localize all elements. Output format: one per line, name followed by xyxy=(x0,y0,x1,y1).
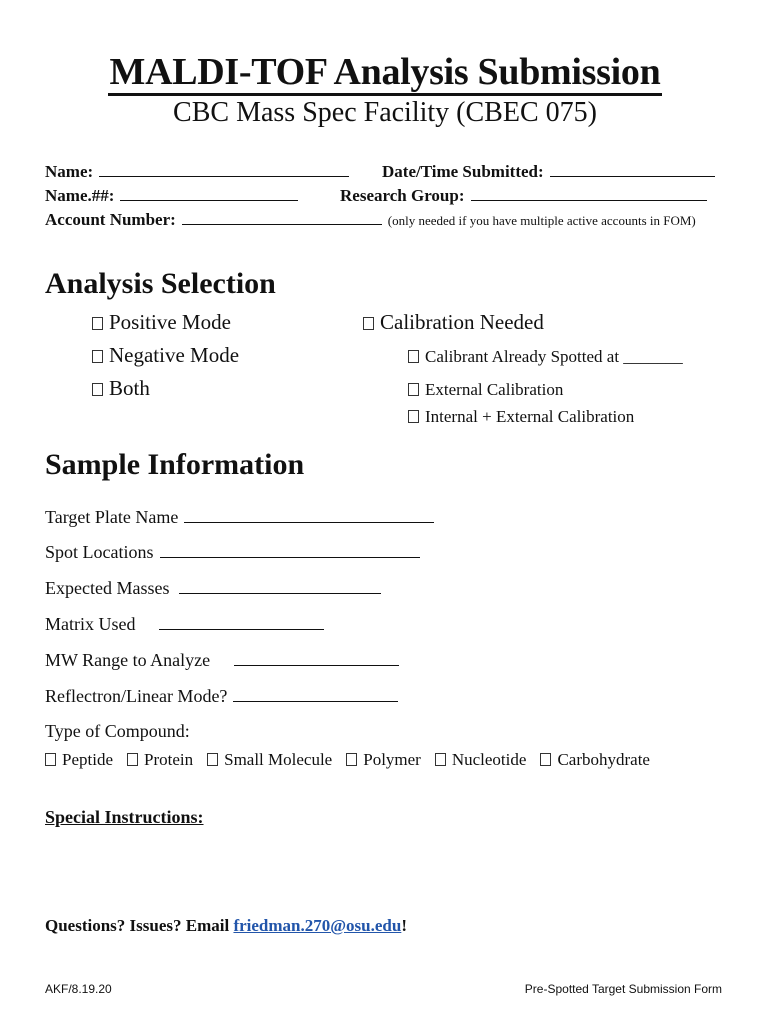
checkbox-icon[interactable] xyxy=(408,350,419,363)
checkbox-icon[interactable] xyxy=(45,753,56,766)
datetime-blank[interactable] xyxy=(550,162,715,177)
spot-locations-field[interactable]: Spot Locations xyxy=(45,542,420,563)
compound-type-label: Type of Compound: xyxy=(45,721,190,741)
checkbox-icon[interactable] xyxy=(207,753,218,766)
special-instructions-label: Special Instructions: xyxy=(45,807,204,827)
positive-mode-option[interactable]: Positive Mode xyxy=(92,310,231,335)
expected-masses-blank[interactable] xyxy=(179,579,381,594)
calibration-needed-option[interactable]: Calibration Needed xyxy=(363,310,544,335)
checkbox-icon[interactable] xyxy=(363,317,374,330)
mw-range-field[interactable]: MW Range to Analyze xyxy=(45,650,399,671)
expected-masses-field[interactable]: Expected Masses xyxy=(45,578,381,599)
research-group-field[interactable] xyxy=(340,186,707,206)
compound-protein-option[interactable]: Protein xyxy=(127,750,193,770)
name-field[interactable] xyxy=(45,162,349,182)
checkbox-icon[interactable] xyxy=(408,383,419,396)
compound-nucleotide-option[interactable]: Nucleotide xyxy=(435,750,527,770)
external-calibration-option[interactable]: External Calibration xyxy=(408,380,563,400)
checkbox-icon[interactable] xyxy=(127,753,138,766)
questions-suffix: ! xyxy=(401,916,408,935)
sample-heading: Sample Information xyxy=(45,448,305,481)
both-mode-option[interactable]: Both xyxy=(92,376,150,401)
mw-range-blank[interactable] xyxy=(234,651,399,666)
account-note: (only needed if you have multiple active accounts in FOM) xyxy=(387,213,696,228)
questions-prefix: Questions? Issues? Email xyxy=(45,916,234,935)
page-title: MALDI-TOF Analysis Submission xyxy=(0,50,770,94)
checkbox-icon[interactable] xyxy=(540,753,551,766)
datetime-field[interactable] xyxy=(382,162,715,182)
questions-line xyxy=(45,916,407,936)
checkbox-icon[interactable] xyxy=(92,383,103,396)
reflectron-mode-blank[interactable] xyxy=(233,687,398,702)
checkbox-icon[interactable] xyxy=(92,350,103,363)
checkbox-icon[interactable] xyxy=(435,753,446,766)
account-field[interactable] xyxy=(45,210,696,230)
datetime-label: Date/Time Submitted: xyxy=(382,162,544,181)
analysis-heading: Analysis Selection xyxy=(45,267,276,300)
research-group-label: Research Group: xyxy=(340,186,465,205)
matrix-used-field[interactable]: Matrix Used xyxy=(45,614,324,635)
calibrant-spotted-option[interactable]: Calibrant Already Spotted at _______ xyxy=(408,347,683,367)
compound-options xyxy=(45,750,664,770)
footer-right: Pre-Spotted Target Submission Form xyxy=(524,982,722,996)
compound-peptide-option[interactable]: Peptide xyxy=(45,750,113,770)
target-plate-blank[interactable] xyxy=(184,508,434,523)
namenum-blank[interactable] xyxy=(120,186,298,201)
negative-mode-option[interactable]: Negative Mode xyxy=(92,343,239,368)
footer-left: AKF/8.19.20 xyxy=(45,982,112,996)
matrix-used-blank[interactable] xyxy=(159,615,324,630)
checkbox-icon[interactable] xyxy=(346,753,357,766)
research-group-blank[interactable] xyxy=(471,186,707,201)
compound-polymer-option[interactable]: Polymer xyxy=(346,750,421,770)
name-label: Name: xyxy=(45,162,94,181)
account-label: Account Number: xyxy=(45,210,176,229)
name-blank[interactable] xyxy=(99,162,349,177)
internal-external-calibration-option[interactable]: Internal + External Calibration xyxy=(408,407,634,427)
namenum-field[interactable] xyxy=(45,186,298,206)
reflectron-mode-field[interactable]: Reflectron/Linear Mode? xyxy=(45,686,398,707)
spot-locations-blank[interactable] xyxy=(160,543,420,558)
namenum-label: Name.##: xyxy=(45,186,115,205)
page-subtitle: CBC Mass Spec Facility (CBEC 075) xyxy=(173,97,597,128)
compound-small-molecule-option[interactable]: Small Molecule xyxy=(207,750,332,770)
compound-carbohydrate-option[interactable]: Carbohydrate xyxy=(540,750,650,770)
checkbox-icon[interactable] xyxy=(408,410,419,423)
checkbox-icon[interactable] xyxy=(92,317,103,330)
target-plate-field[interactable]: Target Plate Name xyxy=(45,507,434,528)
account-blank[interactable] xyxy=(182,210,382,225)
email-link[interactable]: friedman.270@osu.edu xyxy=(233,916,402,935)
